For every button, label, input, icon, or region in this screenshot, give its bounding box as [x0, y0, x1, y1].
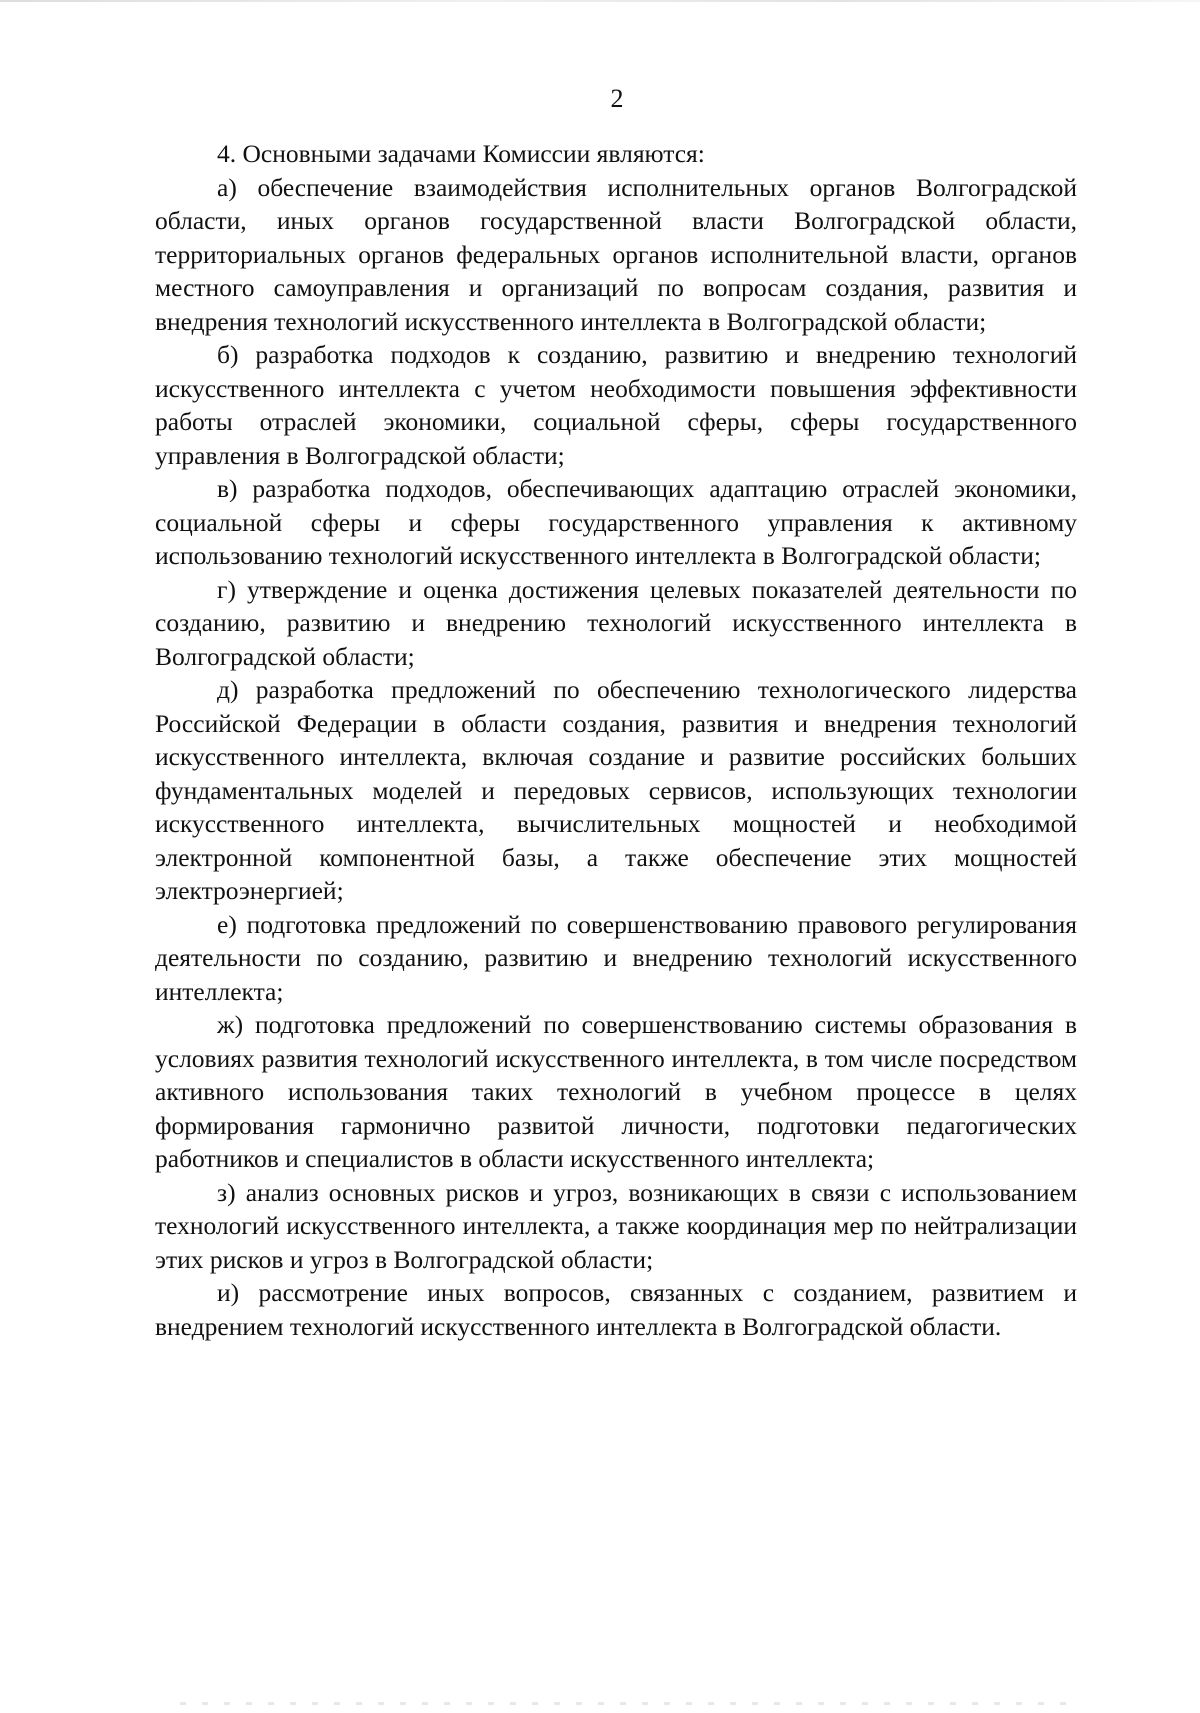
scan-edge-bottom: [180, 1702, 1080, 1705]
paragraph-item-d: д) разработка предложений по обеспечению технологического лидерства Российской Федерации в области создания, развития и внедрения технологий искусственного интеллекта, включая создание и развитие российских больших фундаментальных моделей и передовых сервисов, использующих технологии искусственного интеллекта, вычислительных мощностей и необходимой электронной компонентной базы, а также обеспечение этих мощностей электроэнергией;: [155, 675, 1077, 905]
paragraph-intro: 4. Основными задачами Комиссии являются:: [217, 139, 705, 168]
paragraph-item-zh: ж) подготовка предложений по совершенствованию системы образования в условиях развития технологий искусственного интеллекта, в том числе посредством активного использования таких технологий в учебном процессе в целях формирования гармонично развитой личности, подготовки педагогических работников и специалистов в области искусственного интеллекта;: [155, 1010, 1077, 1173]
paragraph-item-i: и) рассмотрение иных вопросов, связанных с созданием, развитием и внедрением технологий искусственного интеллекта в Волгоградской области.: [155, 1278, 1077, 1341]
page-number: 2: [610, 84, 624, 113]
paragraph-item-b: б) разработка подходов к созданию, развитию и внедрению технологий искусственного интеллекта с учетом необходимости повышения эффективности работы отраслей экономики, социальной сферы, сферы государственного управления в Волгоградской области;: [155, 340, 1077, 470]
paragraph-item-a: а) обеспечение взаимодействия исполнительных органов Волгоградской области, иных органов государственной власти Волгоградской области, территориальных органов федеральных органов исполнительной власти, органов местного самоуправления и организаций по вопросам создания, развития и внедрения технологий искусственного интеллекта в Волгоградской области;: [155, 172, 1077, 336]
paragraph-item-v: в) разработка подходов, обеспечивающих адаптацию отраслей экономики, социальной сферы и сферы государственного управления к активному использованию технологий искусственного интеллекта в Волгоградской области;: [155, 474, 1077, 570]
paragraph-item-g: г) утверждение и оценка достижения целевых показателей деятельности по созданию, развитию и внедрению технологий искусственного интеллекта в Волгоградской области;: [155, 574, 1077, 671]
paragraph-item-e: е) подготовка предложений по совершенствованию правового регулирования деятельности по созданию, развитию и внедрению технологий искусственного интеллекта;: [155, 909, 1077, 1006]
scan-edge-top: [0, 0, 1200, 2]
paragraph-item-z: з) анализ основных рисков и угроз, возникающих в связи с использованием технологий искусственного интеллекта, а также координация мер по нейтрализации этих рисков и угроз в Волгоградской области;: [155, 1177, 1077, 1274]
document-body: [155, 137, 1077, 1343]
